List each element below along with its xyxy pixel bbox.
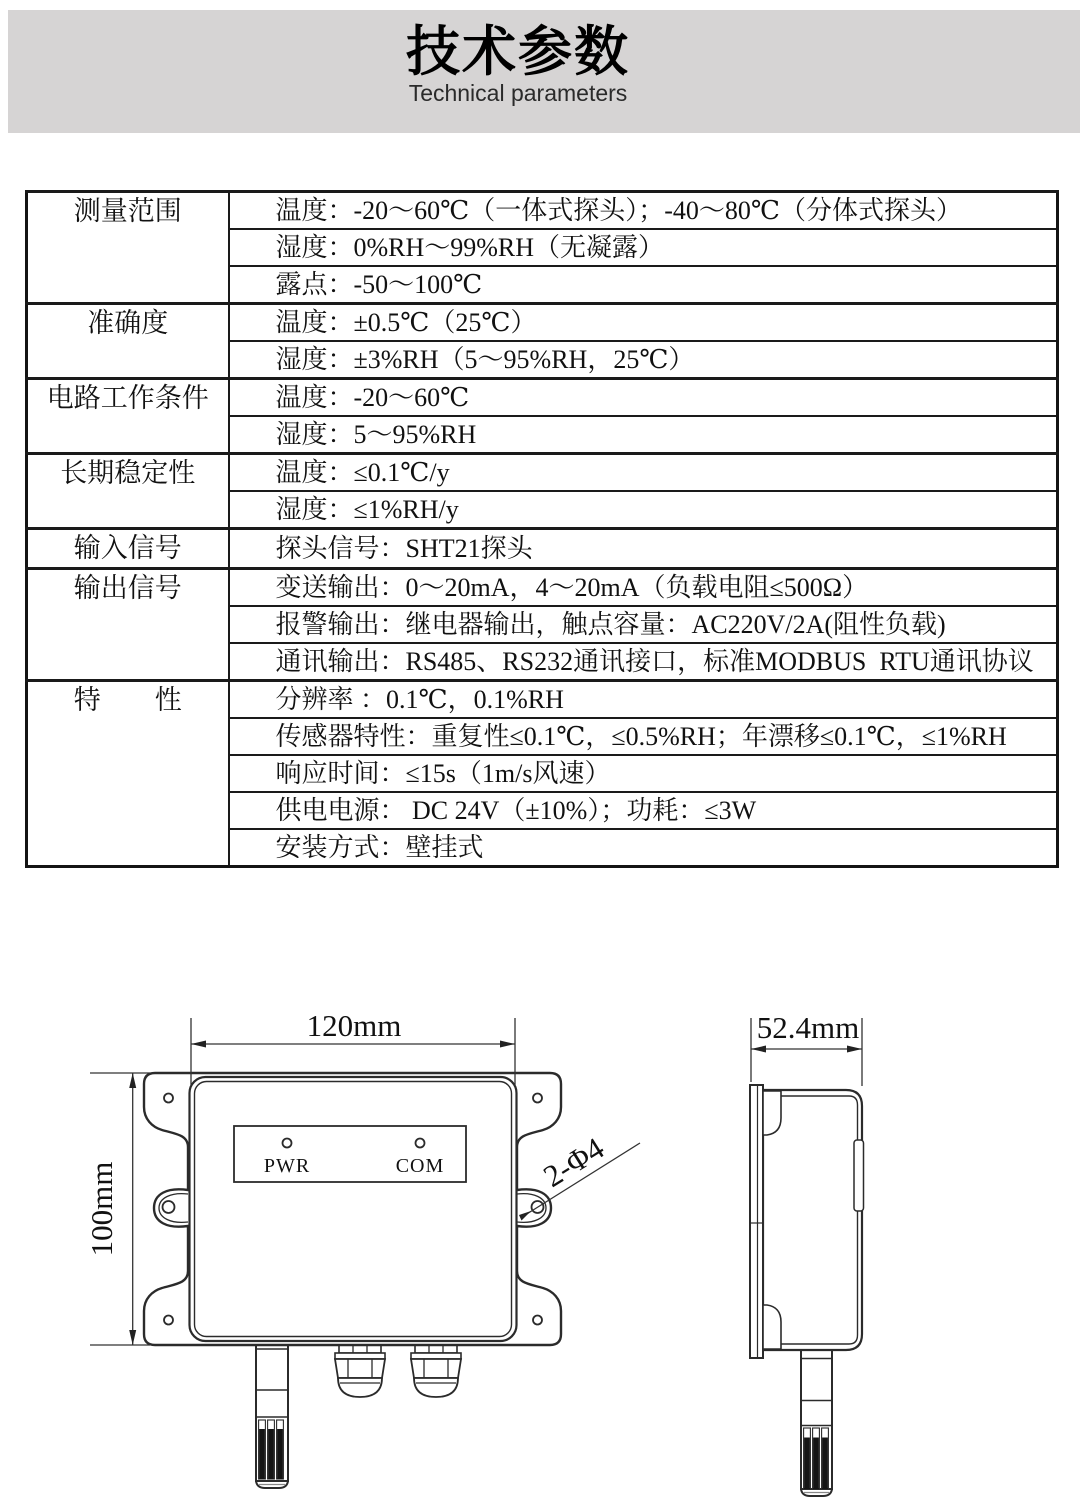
table-row bbox=[27, 681, 1058, 719]
enclosure-lid bbox=[190, 1077, 517, 1341]
spec-value-cell: 露点：-50～100℃ bbox=[229, 266, 1058, 304]
height-dimension-label: 100mm bbox=[84, 1161, 119, 1257]
page-subtitle: Technical parameters bbox=[408, 80, 628, 106]
table-row bbox=[27, 454, 1058, 492]
depth-dimension bbox=[751, 1010, 862, 1086]
com-led-label: COM bbox=[395, 1155, 445, 1177]
led-window bbox=[234, 1126, 466, 1182]
spec-value-cell: 探头信号：SHT21探头 bbox=[229, 529, 1058, 569]
header-titles bbox=[0, 10, 1054, 133]
hole-callout-label: 2-Φ4 bbox=[537, 1130, 610, 1194]
spec-value-cell: 湿度：≤1%RH/y bbox=[229, 491, 1058, 529]
spec-value-cell: 温度：±0.5℃（25℃） bbox=[229, 304, 1058, 342]
spec-value-cell: 分辨率 ：0.1℃，0.1%RH bbox=[229, 681, 1058, 719]
spec-value-cell: 温度：-20～60℃ bbox=[229, 379, 1058, 417]
spec-value-cell: 通讯输出：RS485、RS232通讯接口，标准MODBUS RTU通讯协议 bbox=[229, 643, 1058, 681]
spec-value-cell: 传感器特性：重复性≤0.1℃，≤0.5%RH；年漂移≤0.1℃，≤1%RH bbox=[229, 718, 1058, 755]
header-band bbox=[8, 10, 1080, 133]
spec-group-label: 输入信号 bbox=[27, 529, 229, 569]
spec-value-cell: 湿度：5～95%RH bbox=[229, 416, 1058, 454]
width-dimension-label: 120mm bbox=[306, 1008, 402, 1043]
height-dimension bbox=[84, 1073, 150, 1345]
cable-gland bbox=[335, 1340, 385, 1397]
spec-value-cell: 温度：≤0.1℃/y bbox=[229, 454, 1058, 492]
table-row bbox=[27, 379, 1058, 417]
spec-value-cell: 响应时间：≤15s（1m/s风速） bbox=[229, 755, 1058, 792]
table-row bbox=[27, 569, 1058, 607]
dimension-drawing bbox=[0, 960, 1080, 1504]
cable-gland bbox=[411, 1340, 461, 1397]
side-clip-slot bbox=[854, 1140, 864, 1211]
spec-value-cell: 变送输出：0～20mA，4～20mA（负载电阻≤500Ω） bbox=[229, 569, 1058, 607]
spec-value-cell: 湿度：±3%RH（5～95%RH，25℃） bbox=[229, 341, 1058, 379]
spec-value-cell: 供电电源： DC 24V（±10%）；功耗：≤3W bbox=[229, 792, 1058, 829]
side-probe bbox=[801, 1344, 832, 1496]
page-title: 技术参数 bbox=[406, 22, 630, 82]
spec-group-label: 输出信号 bbox=[27, 569, 229, 681]
side-view bbox=[750, 1010, 864, 1496]
spec-group-label: 特 性 bbox=[27, 681, 229, 867]
table-row bbox=[27, 304, 1058, 342]
spec-group-label: 电路工作条件 bbox=[27, 379, 229, 454]
flange-clip bbox=[763, 1305, 781, 1349]
table-row bbox=[27, 192, 1058, 230]
spec-group-label: 准确度 bbox=[27, 304, 229, 379]
spec-value-cell: 安装方式：壁挂式 bbox=[229, 829, 1058, 867]
pwr-led-label: PWR bbox=[263, 1155, 311, 1177]
spec-value-cell: 温度：-20～60℃（一体式探头）；-40～80℃（分体式探头） bbox=[229, 192, 1058, 230]
depth-dimension-label: 52.4mm bbox=[756, 1010, 860, 1045]
hole-callout bbox=[519, 1130, 640, 1220]
side-flange bbox=[750, 1085, 763, 1358]
spec-value-cell: 湿度：0%RH～99%RH（无凝露） bbox=[229, 229, 1058, 266]
front-view bbox=[84, 1008, 640, 1488]
table-row bbox=[27, 529, 1058, 569]
front-probe bbox=[256, 1338, 288, 1488]
spec-value-cell: 报警输出：继电器输出，触点容量：AC220V/2A(阻性负载) bbox=[229, 606, 1058, 643]
spec-group-label: 测量范围 bbox=[27, 192, 229, 304]
spec-table bbox=[25, 190, 1059, 868]
spec-group-label: 长期稳定性 bbox=[27, 454, 229, 529]
flange-clip bbox=[763, 1091, 781, 1135]
